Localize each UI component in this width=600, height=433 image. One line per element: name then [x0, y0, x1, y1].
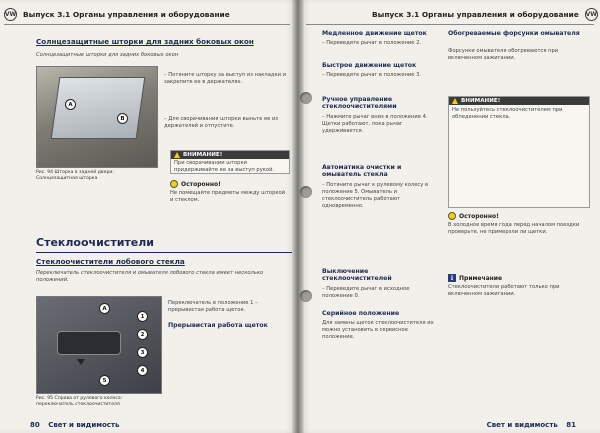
section2-title: Стеклоочистители лобового стекла	[36, 257, 185, 266]
section1-title: Солнцезащитные шторки для задних боковых окон	[36, 37, 254, 46]
col1-h4: Автоматика очистки и омыватель стекла	[322, 164, 402, 179]
book-spine	[292, 0, 304, 433]
right-caution-text: В холодное время года перед началом поездки проверьте, не примерзли ли щетки.	[448, 222, 580, 235]
subsection-title: Прерывистая работа щеток	[168, 322, 268, 329]
binder-hole-3	[300, 290, 312, 302]
info-note	[448, 274, 588, 298]
col1-h1: Медленное движение щеток	[322, 30, 427, 37]
callout-3: 3	[137, 347, 148, 358]
right-warning-text: Не пользуйтесь стеклоочистителем при обледенении стекла.	[452, 107, 563, 120]
warning-box	[170, 150, 290, 174]
rear-window	[51, 77, 146, 139]
left-footer-text: Свет и видимость	[48, 421, 120, 429]
body-text-2: – Для сворачивания шторки выньте ее из держателей и отпустите.	[164, 116, 279, 129]
col1-t3: – Нажмите рычаг вниз в положение 4. Щетки работают, пока рычаг удерживается.	[322, 114, 428, 134]
vw-logo-right: VW	[585, 8, 598, 21]
left-header-text: Выпуск 3.1 Органы управления и оборудование	[23, 9, 230, 19]
info-label: Примечание	[459, 274, 503, 282]
callout-4: 4	[137, 365, 148, 376]
col1-t5: – Переведите рычаг в исходное положение 0.	[322, 286, 410, 299]
figure-wiper-stalk	[36, 296, 162, 394]
warning-header	[171, 151, 289, 159]
right-caution-icon	[448, 212, 456, 220]
col1-t1: – Переведите рычаг в положение 2.	[322, 40, 422, 46]
arrow-down-icon	[77, 359, 85, 365]
col1-h3: Ручное управление стеклоочистителями	[322, 96, 397, 111]
left-page	[0, 0, 298, 433]
stalk	[57, 331, 121, 355]
binder-hole-1	[300, 92, 312, 104]
section2-intro: Переключатель стеклоочистителя и омывателя лобового стекла имеет несколько положений.	[36, 270, 264, 283]
col1-h6: Серийное положение	[322, 310, 400, 317]
right-header-text: Выпуск 3.1 Органы управления и оборудование	[372, 9, 579, 19]
info-text: Стеклоочистители работают только при включенном зажигании.	[448, 284, 560, 297]
right-warning-label: ВНИМАНИЕ!	[461, 98, 501, 104]
right-caution-label: Осторонно!	[459, 212, 499, 220]
callout-a2: A	[99, 303, 110, 314]
right-caution-note	[448, 212, 588, 236]
info-header	[448, 274, 588, 282]
callout-b: B	[117, 113, 128, 124]
right-warning-header	[449, 97, 589, 105]
caution-header	[170, 180, 288, 188]
right-col-text: Переключатель в положение 1 – прерывистая работа щеток.	[168, 300, 258, 313]
callout-2: 2	[137, 329, 148, 340]
section1-intro: Солнцезащитные шторки для задних боковых окон	[36, 52, 179, 58]
right-page-number: 81	[566, 421, 576, 429]
left-header	[4, 6, 230, 22]
callout-1: 1	[137, 311, 148, 322]
body-text-1: – Потяните шторку за выступ из накладки и закрепите ее в держателях.	[164, 72, 286, 85]
warning-label: ВНИМАНИЕ!	[183, 152, 223, 158]
title-divider	[36, 252, 292, 253]
col1-h5: Выключение стеклоочистителей	[322, 268, 392, 283]
col2-h1: Обогреваемые форсунки омывателя	[448, 30, 580, 37]
figure2-caption: Рис. 95 Справа от рулевого колеса: переключатель стеклоочистителя	[36, 396, 123, 407]
col1-t2: – Переведите рычаг в положение 3.	[322, 72, 422, 78]
left-footer	[30, 421, 119, 429]
header-divider	[4, 24, 290, 25]
binder-hole-2	[300, 186, 312, 198]
col1-t4: – Потяните рычаг к рулевому колесу в положение 5. Омыватель и стеклоочиститель работают одновременно.	[322, 182, 429, 209]
wipers-title: Стеклоочистители	[36, 236, 155, 249]
figure-sunshade	[36, 66, 158, 168]
warning-icon	[174, 152, 180, 158]
col2-t1: Форсунки омывателя обогреваются при включенном зажигании.	[448, 48, 559, 61]
right-caution-header	[448, 212, 588, 220]
vw-logo: VW	[4, 8, 17, 21]
right-footer-text: Свет и видимость	[486, 421, 558, 429]
right-header-divider	[306, 24, 594, 25]
right-page	[298, 0, 600, 433]
callout-a: A	[65, 99, 76, 110]
col1-h2: Быстрое движение щеток	[322, 62, 417, 69]
right-warning-box	[448, 96, 590, 208]
callout-5: 5	[99, 375, 110, 386]
warning-text: При сворачивании шторки придерживайте ее за выступ рукой.	[174, 160, 275, 173]
caution-text: Не помещайте предметы между шторкой и стеклом.	[170, 190, 286, 203]
caution-label: Осторонно!	[181, 180, 221, 188]
caution-icon	[170, 180, 178, 188]
right-footer	[487, 421, 576, 429]
left-page-number: 80	[30, 421, 40, 429]
figure1-caption: Рис. 94 Шторка в задней двери: Солнцезащитная шторка	[36, 170, 114, 181]
col1-t6: Для замены щеток стеклоочистителя их можно установить в сервисное положение.	[322, 320, 434, 340]
caution-note	[170, 180, 288, 204]
right-warning-icon	[452, 98, 458, 104]
info-icon: i	[448, 274, 456, 282]
right-header	[372, 6, 598, 22]
